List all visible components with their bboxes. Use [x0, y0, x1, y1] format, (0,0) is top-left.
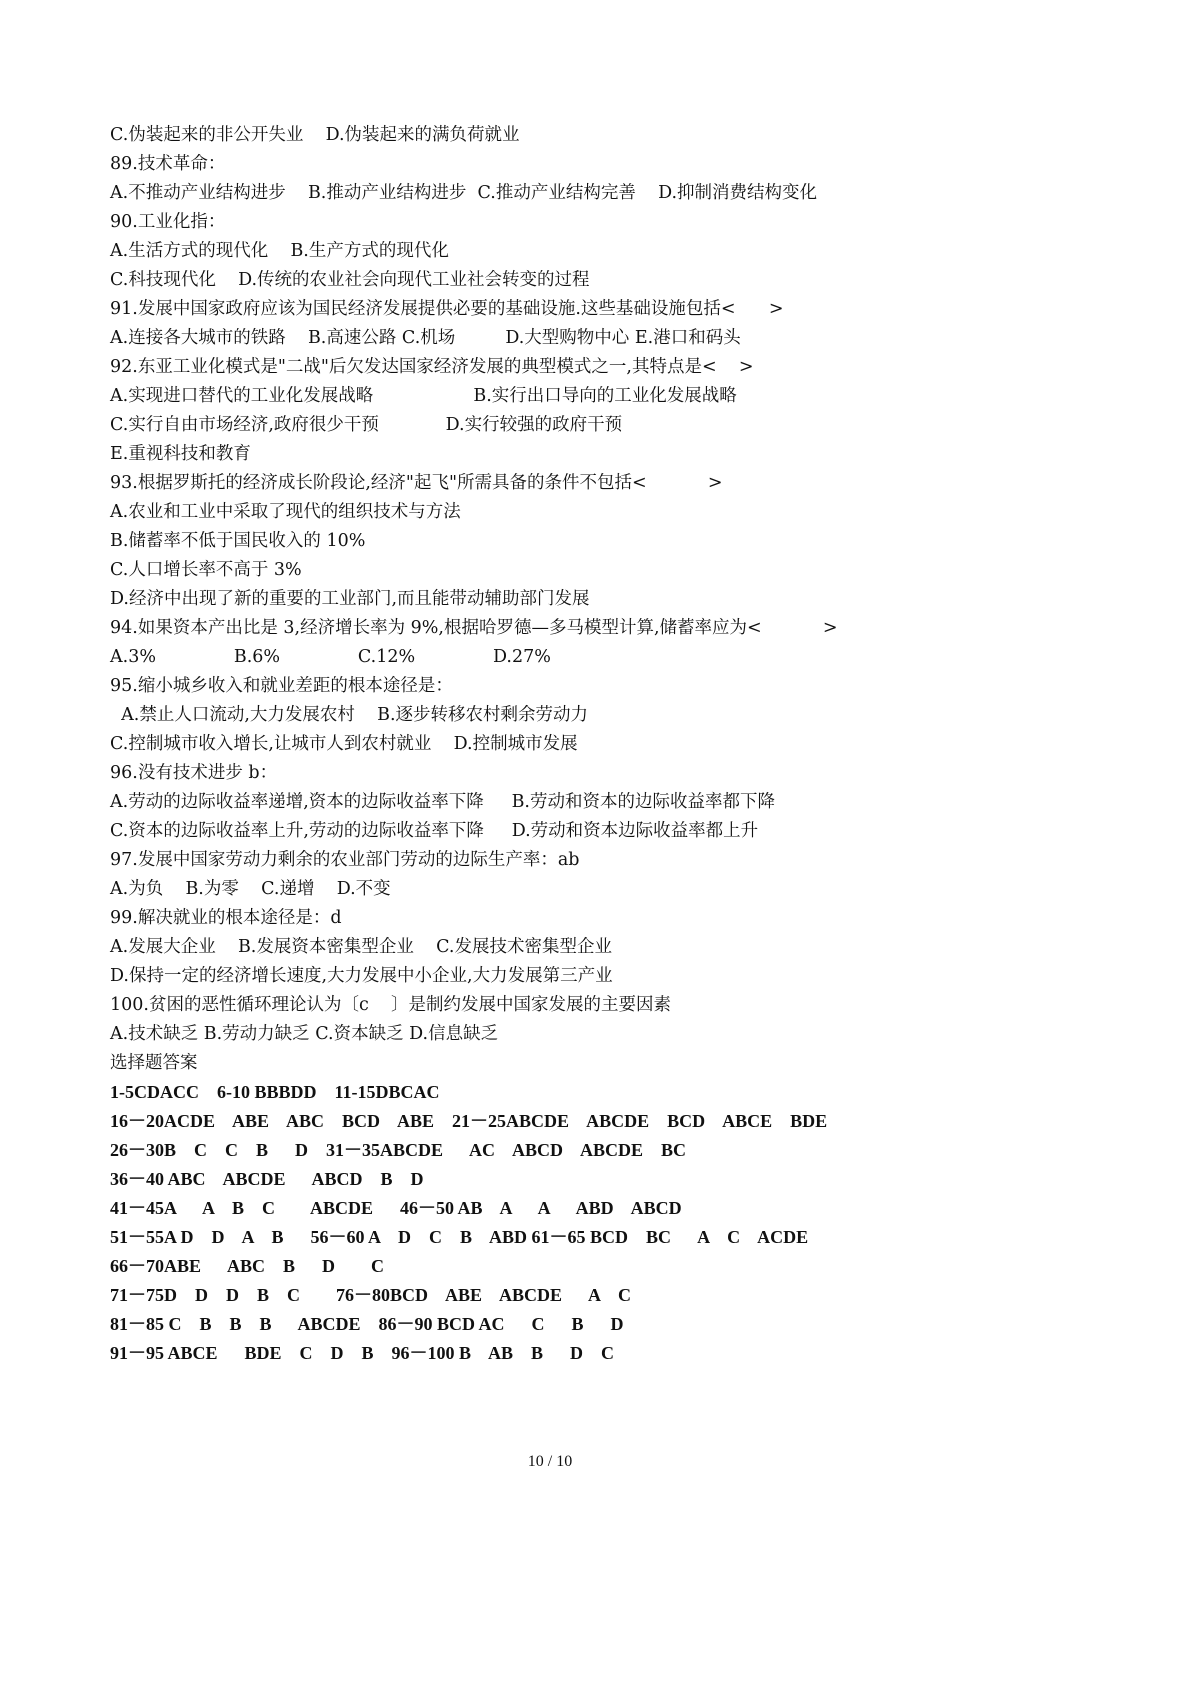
answer-line: 81－85 C B B B ABCDE 86－90 BCD AC C B D	[110, 1314, 624, 1334]
text-line: A.技术缺乏 B.劳动力缺乏 C.资本缺乏 D.信息缺乏	[110, 1024, 499, 1044]
text-line: A.不推动产业结构进步 B.推动产业结构进步 C.推动产业结构完善 D.抑制消费结构变化	[110, 183, 818, 203]
text-line: D.经济中出现了新的重要的工业部门,而且能带动辅助部门发展	[110, 589, 590, 609]
text-line: A.劳动的边际收益率递增,资本的边际收益率下降 B.劳动和资本的边际收益率都下降	[110, 792, 775, 812]
question-96: 96.没有技术进步 b：	[110, 763, 278, 783]
answer-line: 71－75D D D B C 76－80BCD ABE ABCDE A C	[110, 1285, 632, 1305]
text-line: C.控制城市收入增长,让城市人到农村就业 D.控制城市发展	[110, 734, 578, 754]
text-line: C.实行自由市场经济,政府很少干预 D.实行较强的政府干预	[110, 415, 623, 435]
text-line: E.重视科技和教育	[110, 444, 251, 464]
text-line: A.实现进口替代的工业化发展战略 B.实行出口导向的工业化发展战略	[110, 386, 737, 406]
document-body	[110, 121, 970, 1368]
answer-line: 26－30B C C B D 31－35ABCDE AC ABCD ABCDE BC	[110, 1140, 687, 1160]
text-line: C.伪装起来的非公开失业 D.伪装起来的满负荷就业	[110, 125, 520, 145]
text-line: A.3% B.6% C.12% D.27%	[110, 647, 551, 667]
text-line: C.资本的边际收益率上升,劳动的边际收益率下降 D.劳动和资本边际收益率都上升	[110, 821, 759, 841]
answer-line: 91－95 ABCE BDE C D B 96－100 B AB B D C	[110, 1343, 615, 1363]
text-line: C.人口增长率不高于 3%	[110, 560, 302, 580]
text-line: B.储蓄率不低于国民收入的 10%	[110, 531, 366, 551]
question-100: 100.贫困的恶性循环理论认为〔c 〕是制约发展中国家发展的主要因素	[110, 995, 672, 1015]
text-line: A.农业和工业中采取了现代的组织技术与方法	[110, 502, 461, 522]
question-89: 89.技术革命：	[110, 154, 226, 174]
question-90: 90.工业化指：	[110, 212, 226, 232]
answer-line: 41－45A A B C ABCDE 46－50 AB A A ABD ABCD	[110, 1198, 682, 1218]
question-95: 95.缩小城乡收入和就业差距的根本途径是：	[110, 676, 453, 696]
question-97: 97.发展中国家劳动力剩余的农业部门劳动的边际生产率：ab	[110, 850, 580, 870]
text-line: D.保持一定的经济增长速度,大力发展中小企业,大力发展第三产业	[110, 966, 613, 986]
text-line: A.禁止人口流动,大力发展农村 B.逐步转移农村剩余劳动力	[110, 705, 589, 725]
answer-line: 1-5CDACC 6-10 BBBDD 11-15DBCAC	[110, 1082, 440, 1102]
text-line: A.连接各大城市的铁路 B.高速公路 C.机场 D.大型购物中心 E.港口和码头	[110, 328, 741, 348]
question-93: 93.根据罗斯托的经济成长阶段论,经济"起飞"所需具备的条件不包括< >	[110, 473, 723, 493]
question-91: 91.发展中国家政府应该为国民经济发展提供必要的基础设施.这些基础设施包括< >	[110, 299, 784, 319]
answer-line: 36－40 ABC ABCDE ABCD B D	[110, 1169, 424, 1189]
answer-line: 16－20ACDE ABE ABC BCD ABE 21－25ABCDE ABCDE BCD ABCE BDE	[110, 1111, 828, 1131]
question-92: 92.东亚工业化模式是"二战"后欠发达国家经济发展的典型模式之一,其特点是< >	[110, 357, 754, 377]
text-line: A.为负 B.为零 C.递增 D.不变	[110, 879, 391, 899]
text-line: A.生活方式的现代化 B.生产方式的现代化	[110, 241, 449, 261]
answers-heading: 选择题答案	[110, 1053, 198, 1073]
text-line: A.发展大企业 B.发展资本密集型企业 C.发展技术密集型企业	[110, 937, 612, 957]
question-99: 99.解决就业的根本途径是：d	[110, 908, 342, 928]
page-number: 10 / 10	[527, 1453, 573, 1470]
text-line: C.科技现代化 D.传统的农业社会向现代工业社会转变的过程	[110, 270, 590, 290]
answer-line: 51－55A D D A B 56－60 A D C B ABD 61－65 BCD BC A C ACDE	[110, 1227, 809, 1247]
question-94: 94.如果资本产出比是 3,经济增长率为 9%,根据哈罗德—多马模型计算,储蓄率应为< >	[110, 618, 838, 638]
answer-line: 66－70ABE ABC B D C	[110, 1256, 385, 1276]
